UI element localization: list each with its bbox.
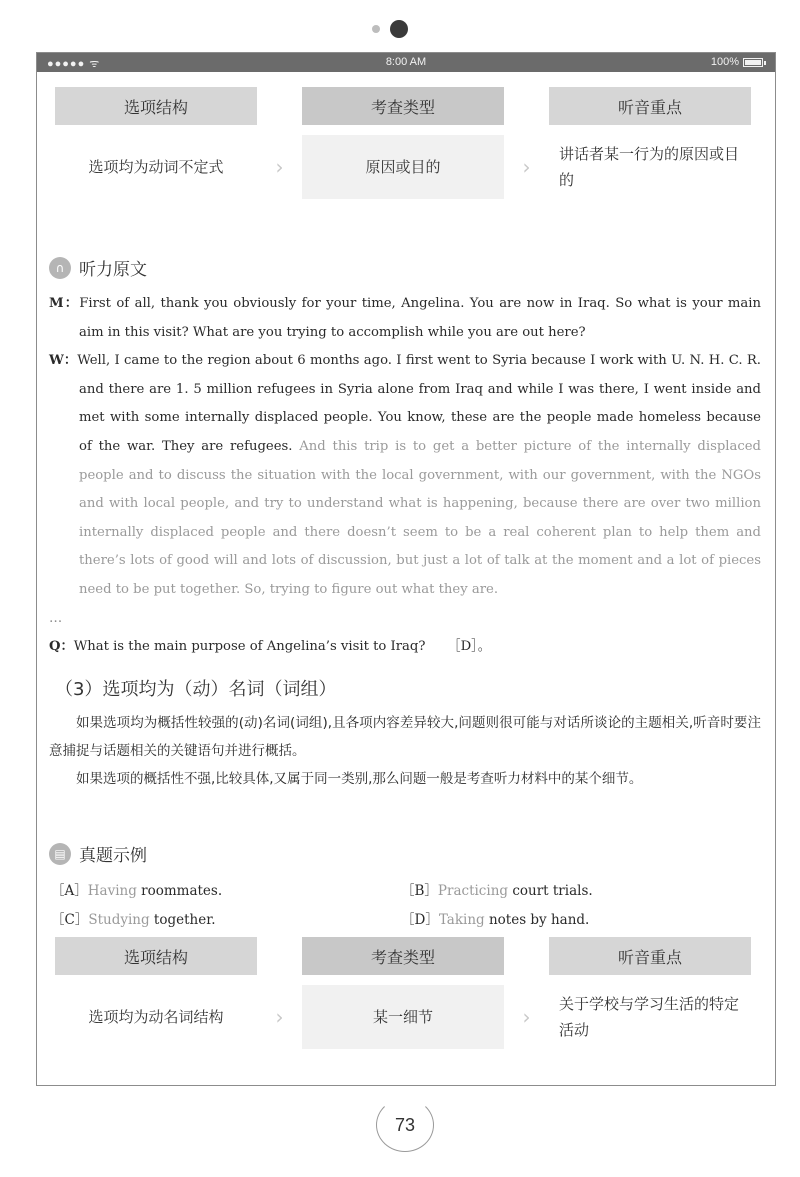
- option-analysis-table-1: [55, 87, 751, 199]
- option-verb: Having: [87, 883, 137, 899]
- table2-cell-type: 某一细节: [302, 985, 504, 1049]
- camera-lens-icon: [390, 20, 408, 38]
- battery-icon: [743, 58, 763, 67]
- battery-percent: 100%: [710, 56, 739, 68]
- tablet-frame: [36, 52, 776, 1086]
- option-label: ［D］: [401, 912, 439, 928]
- example-section-header: [49, 841, 147, 866]
- option-d: [401, 906, 751, 935]
- option-b: [401, 877, 751, 906]
- option-label: ［C］: [51, 912, 89, 928]
- question-answer: ［D］。: [447, 639, 491, 655]
- option-rest: roommates.: [136, 883, 223, 899]
- transcript-w-line: [49, 347, 761, 604]
- table1-header-structure: 选项结构: [55, 87, 257, 125]
- speaker-w-label: W：: [49, 353, 78, 369]
- book-icon: ▤: [49, 843, 71, 865]
- option-rest: court trials.: [508, 883, 593, 899]
- chevron-right-icon: ›: [275, 1005, 284, 1029]
- status-bar: [37, 53, 775, 72]
- transcript-section-header: [49, 255, 147, 280]
- speaker-m-text: First of all, thank you obviously for your time, Angelina. You are now in Iraq. So what is your main aim in this visit? What are you trying to accomplish while you are out here?: [79, 296, 761, 340]
- speaker-m-label: M：: [49, 296, 80, 311]
- option-rest: together.: [149, 912, 216, 928]
- camera-sensor-dot: [372, 25, 380, 33]
- transcript-question: [49, 633, 761, 662]
- transcript-body: [49, 290, 761, 662]
- transcript-section-title: 听力原文: [79, 260, 147, 280]
- table2-header-structure: 选项结构: [55, 937, 257, 975]
- transcript-m-line: [49, 290, 761, 347]
- option-analysis-table-2: [55, 937, 751, 1049]
- question-text: What is the main purpose of Angelina’s visit to Iraq?: [73, 639, 426, 655]
- table1-cell-focus: 讲话者某一行为的原因或目的: [559, 145, 740, 189]
- option-label: ［B］: [401, 883, 438, 899]
- subsection-title: （3）选项均为（动）名词（词组）: [55, 679, 337, 700]
- status-time: 8:00 AM: [385, 56, 427, 68]
- front-camera: [368, 18, 412, 40]
- option-c: [51, 906, 401, 935]
- table2-header-focus: 听音重点: [549, 937, 751, 975]
- table1-header-type: 考查类型: [302, 87, 504, 125]
- option-verb: Taking: [438, 912, 485, 928]
- headphones-icon: ∩: [49, 257, 71, 279]
- battery-indicator: [711, 56, 763, 68]
- example-options: [51, 877, 751, 935]
- option-rest: notes by hand.: [484, 912, 590, 928]
- speaker-w-faded-text: And this trip is to get a better picture of the internally displaced people and to discuss the situation with the local government, with our government, with the NGOs and with local people, and try to understand what is happening, because there are over two million internally displaced people and there doesn’t seem to be a real coherent plan to help them and there’s lots of good will and lots of discussion, but just a lot of talk at the moment and a lot of pieces need to be put together. So, trying to figure out what they are.: [79, 438, 761, 597]
- table2-cell-focus: 关于学校与学习生活的特定活动: [559, 995, 740, 1039]
- question-label: Q：: [49, 639, 74, 655]
- signal-indicator: ●●●●● ᯤ: [47, 58, 101, 70]
- table1-cell-type: 原因或目的: [302, 135, 504, 199]
- table1-header-focus: 听音重点: [549, 87, 751, 125]
- option-verb: Practicing: [437, 883, 509, 899]
- transcript-ellipsis: …: [49, 610, 63, 626]
- table1-cell-structure: 选项均为动词不定式: [88, 158, 224, 176]
- chevron-right-icon: ›: [522, 155, 531, 179]
- subsection-paragraph-1: 如果选项均为概括性较强的(动)名词(词组),且各项内容差异较大,问题则很可能与对话所谈论的主题相关,听音时要注意捕捉与话题相关的关键语句并进行概括。: [49, 715, 761, 759]
- subsection-paragraph-2: 如果选项的概括性不强,比较具体,又属于同一类别,那么问题一般是考查听力材料中的某个细节。: [76, 771, 643, 787]
- page-number: 73: [394, 1114, 416, 1135]
- chevron-right-icon: ›: [522, 1005, 531, 1029]
- speaker-w-text: Well, I came to the region about 6 months ago. I first went to Syria because I work with U. N. H. C. R. and there are 1. 5 million refugees in Syria alone from Iraq and while I was there, I went inside and met with some internally displaced people. You know, these are the people made homeless because of the war. They are refugees.: [77, 353, 762, 454]
- example-section-title: 真题示例: [79, 846, 147, 866]
- table2-header-type: 考查类型: [302, 937, 504, 975]
- chevron-right-icon: ›: [275, 155, 284, 179]
- option-verb: Studying: [88, 912, 150, 928]
- option-label: ［A］: [51, 883, 88, 899]
- table2-cell-structure: 选项均为动名词结构: [88, 1008, 224, 1026]
- option-a: [51, 877, 401, 906]
